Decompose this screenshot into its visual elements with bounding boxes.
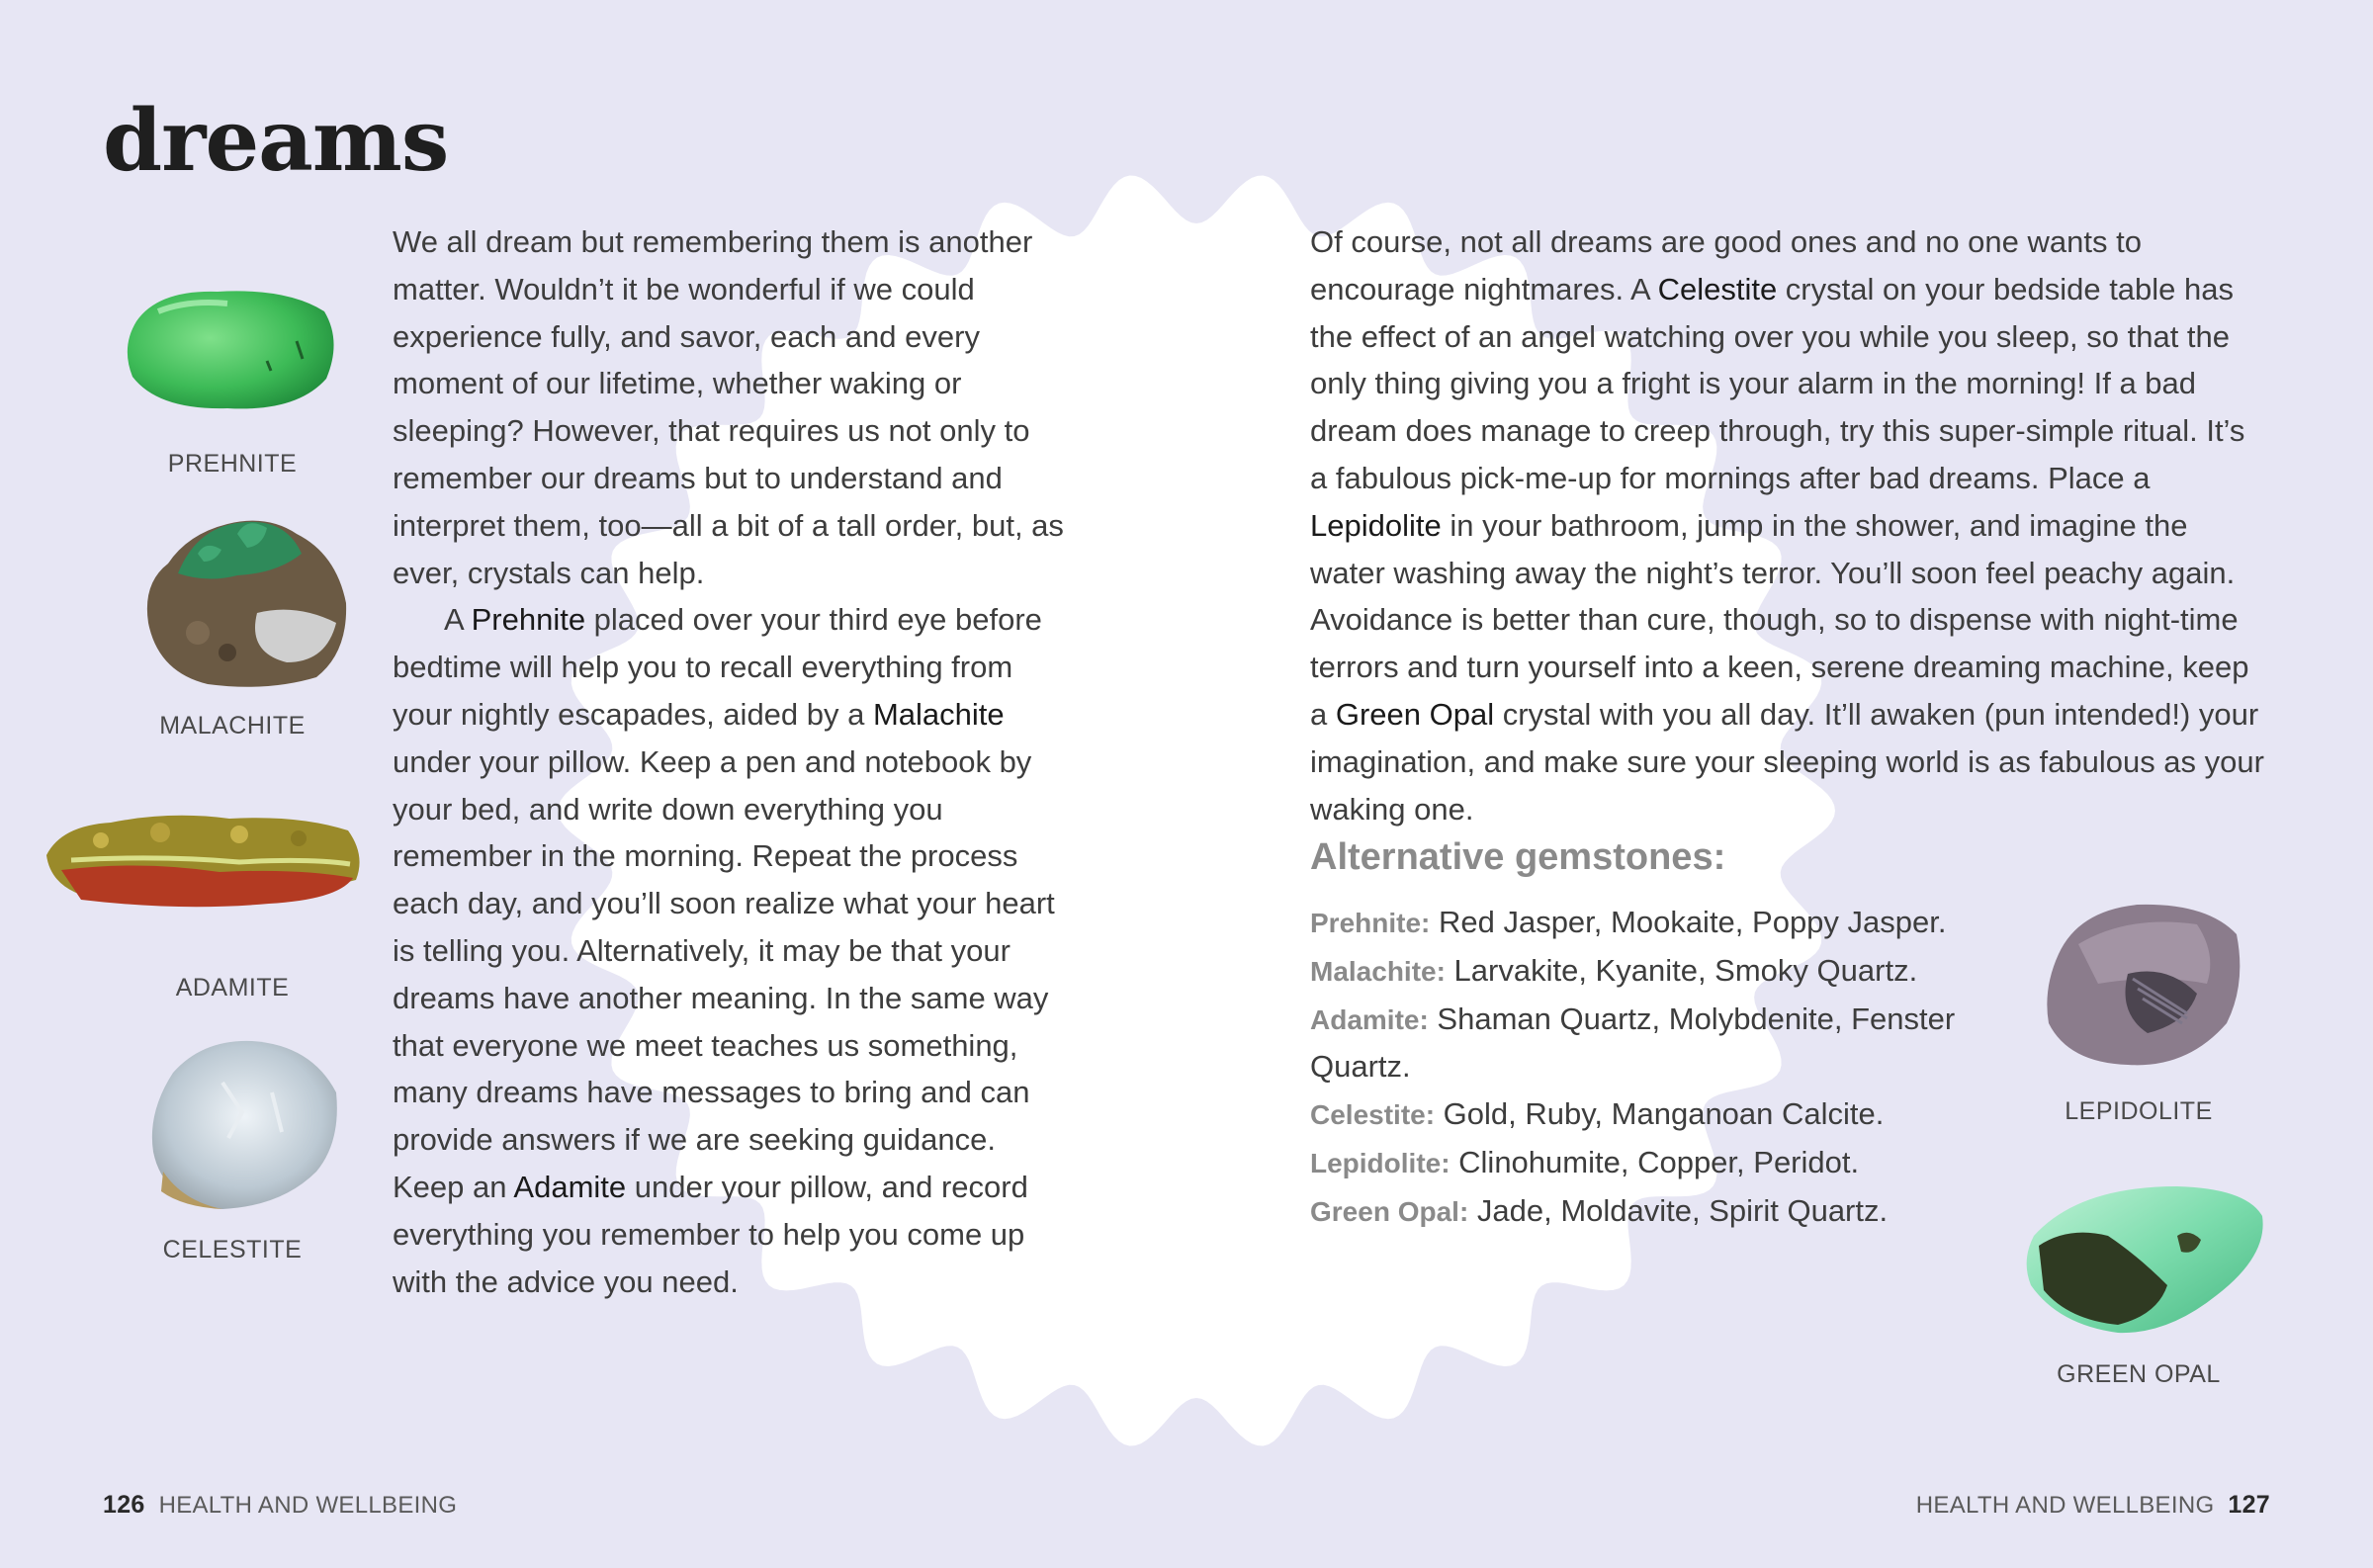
highlight-green-opal: Green Opal <box>1335 696 1495 732</box>
highlight-celestite: Celestite <box>1657 271 1778 306</box>
right-page-number: 127 <box>2228 1491 2270 1519</box>
left-footer <box>103 1491 457 1520</box>
celestite-label: CELESTITE <box>162 1236 303 1263</box>
lepidolite-image <box>2039 895 2246 1073</box>
highlight-lepidolite: Lepidolite <box>1310 507 1442 543</box>
page-title: dreams <box>103 91 449 191</box>
left-paragraph-1: We all dream but remembering them is another matter. Wouldn’t it be wonderful if we could experience fully, and savor, each and every moment of our lifetime, whether waking or sleeping? However, that requires us not only to remember our dreams but to understand and interpret them, too—all a bit of a tall order, but, as ever, crystals can help. <box>393 224 1064 590</box>
left-text-column <box>393 218 1075 1305</box>
malachite-label: MALACHITE <box>159 712 306 740</box>
left-page-number: 126 <box>103 1491 145 1519</box>
celestite-image <box>143 1033 341 1216</box>
right-paragraph: Of course, not all dreams are good ones and no one wants to encourage nightmares. A Celestite crystal on your bedside table has the effect of an angel watching over you while you sleep, so that the only thing giving you a fright is your alarm in the morning! If a bad dream does manage to creep through, try this super-simple ritual. It’s a fabulous pick-me-up for mornings after bad dreams. Place a Lepidolite in your bathroom, jump in the shower, and imagine the water washing away the night’s terror. You’ll soon feel peachy again. Avoidance is better than cure, though, so to dispense with night-time terrors and turn yourself into a keen, serene dreaming machine, keep a Green Opal crystal with you all day. It’ll awaken (pun intended!) your imagination, and make sure your sleeping world is as fabulous as your waking one. <box>1310 224 2264 827</box>
alt-item-malachite: Malachite: Larvakite, Kyanite, Smoky Quartz. <box>1310 952 1918 988</box>
right-footer <box>1916 1491 2270 1520</box>
prehnite-image <box>119 282 344 418</box>
left-section-name: HEALTH AND WELLBEING <box>158 1492 458 1519</box>
alt-item-prehnite: Prehnite: Red Jasper, Mookaite, Poppy Jasper. <box>1310 905 1947 939</box>
right-text-column <box>1310 218 2264 832</box>
highlight-prehnite: Prehnite <box>471 602 586 638</box>
prehnite-label: PREHNITE <box>167 450 298 478</box>
green-opal-label: GREEN OPAL <box>2057 1360 2221 1388</box>
lepidolite-label: LEPIDOLITE <box>2065 1097 2213 1125</box>
adamite-image <box>42 801 368 915</box>
malachite-image <box>138 504 351 692</box>
left-paragraph-2: A Prehnite placed over your third eye before bedtime will help you to recall everything from your nightly escapades, aided by a Malachite under your pillow. Keep a pen and notebook by your bed, and write down everything you remember in the morning. Repeat the process each day, and you’ll soon realize what your heart is telling you. Alternatively, it may be that your dreams have another meaning. In the same way that everyone we meet teaches us something, many dreams have messages to bring and can provide answers if we are seeking guidance. Keep an Adamite under your pillow, and record everything you remember to help you come up with the advice you need. <box>393 602 1055 1299</box>
alt-item-green-opal: Green Opal: Jade, Moldavite, Spirit Quartz. <box>1310 1192 1889 1228</box>
highlight-adamite: Adamite <box>513 1169 627 1204</box>
alt-item-lepidolite: Lepidolite: Clinohumite, Copper, Peridot. <box>1310 1144 1860 1179</box>
adamite-label: ADAMITE <box>175 974 290 1002</box>
right-section-name: HEALTH AND WELLBEING <box>1915 1492 2215 1519</box>
green-opal-image <box>2019 1176 2268 1340</box>
alternative-gemstones-list <box>1310 899 2042 1236</box>
highlight-malachite: Malachite <box>872 696 1005 732</box>
alt-item-adamite: Adamite: Shaman Quartz, Molybdenite, Fenster Quartz. <box>1310 1001 1956 1085</box>
alternative-gemstones-heading: Alternative gemstones: <box>1310 836 1726 878</box>
alt-item-celestite: Celestite: Gold, Ruby, Manganoan Calcite. <box>1310 1096 1885 1132</box>
